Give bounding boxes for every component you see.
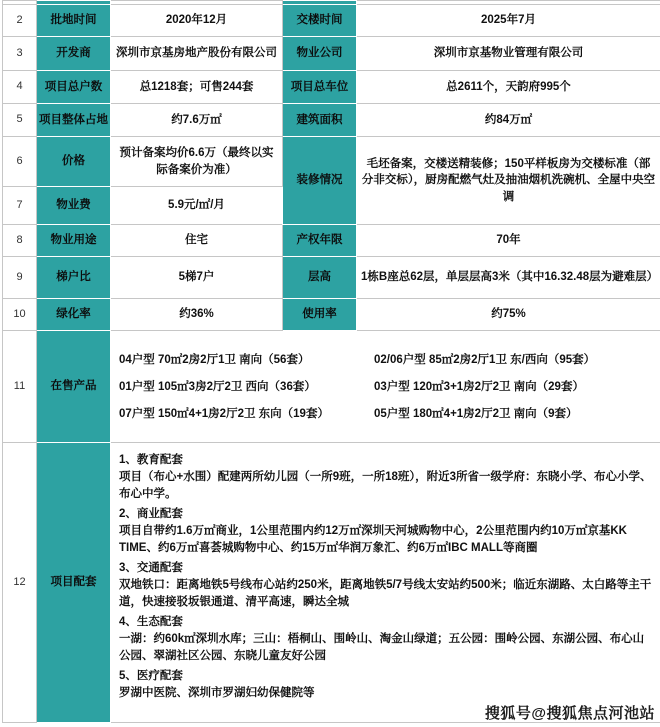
facility-section-title-commercial: 2、商业配套 bbox=[119, 508, 183, 520]
row-number: 2 bbox=[3, 5, 37, 37]
land-allocation-date-value: 2020年12月 bbox=[111, 5, 283, 37]
floor-height-label: 层高 bbox=[283, 257, 357, 299]
products-on-sale-label: 在售产品 bbox=[37, 331, 111, 443]
row-number: 7 bbox=[3, 187, 37, 225]
project-facilities-value bbox=[111, 443, 660, 723]
usage-rate-label: 使用率 bbox=[283, 299, 357, 331]
site-area-value: 约7.6万㎡ bbox=[111, 104, 283, 137]
products-on-sale-value bbox=[111, 331, 660, 443]
property-company-label: 物业公司 bbox=[283, 37, 357, 71]
price-value: 预计备案均价6.6万（最终以实际备案价为准） bbox=[111, 137, 283, 187]
table-row bbox=[3, 71, 660, 104]
decoration-label: 装修情况 bbox=[283, 137, 357, 225]
property-company-value: 深圳市京基物业管理有限公司 bbox=[357, 37, 660, 71]
table-row bbox=[3, 331, 660, 443]
price-label: 价格 bbox=[37, 137, 111, 187]
floor-area-value: 约84万㎡ bbox=[357, 104, 660, 137]
product-line bbox=[119, 377, 656, 397]
floor-height-value: 1栋B座总62层，单层层高3米（其中16.32.48层为避难层） bbox=[357, 257, 660, 299]
developer-value: 深圳市京基房地产股份有限公司 bbox=[111, 37, 283, 71]
total-units-label: 项目总户数 bbox=[37, 71, 111, 104]
row-number: 10 bbox=[3, 299, 37, 331]
facility-section-text-transport: 双地铁口：距离地铁5号线布心站约250米，距离地铁5/7号线太安站约500米；临近东湖路、太白路等主干道，快速接驳坂银通道、清平高速，瞬达全城 bbox=[119, 579, 652, 608]
row-number: 4 bbox=[3, 71, 37, 104]
product-line bbox=[119, 350, 656, 370]
tenure-value: 70年 bbox=[357, 225, 660, 257]
property-usage-value: 住宅 bbox=[111, 225, 283, 257]
elevator-ratio-label: 梯户比 bbox=[37, 257, 111, 299]
sohu-watermark: 搜狐号@搜狐焦点河池站 bbox=[484, 705, 655, 722]
facility-section-text-commercial: 项目自带约1.6万㎡商业，1公里范围内约12万㎡深圳天河城购物中心，2公里范围内约10万㎡京基KK TIME、约6万㎡喜荟城购物中心、约15万㎡华润万象汇、约6万㎡IBC MALL等商圈 bbox=[119, 525, 627, 554]
project-facilities-label: 项目配套 bbox=[37, 443, 111, 723]
property-fee-value: 5.9元/㎡/月 bbox=[111, 187, 283, 225]
table-row bbox=[3, 37, 660, 71]
table-row bbox=[3, 443, 660, 723]
product-item: 03户型 120㎡3+1房2厅2卫 南向（29套） bbox=[374, 380, 584, 393]
table-row bbox=[3, 299, 660, 331]
row-number: 12 bbox=[3, 443, 37, 723]
property-info-table bbox=[2, 0, 660, 723]
land-allocation-date-label: 批地时间 bbox=[37, 5, 111, 37]
handover-date-label: 交楼时间 bbox=[283, 5, 357, 37]
tenure-label: 产权年限 bbox=[283, 225, 357, 257]
greening-rate-value: 约36% bbox=[111, 299, 283, 331]
table-row bbox=[3, 225, 660, 257]
table-row bbox=[3, 137, 660, 187]
property-fee-label: 物业费 bbox=[37, 187, 111, 225]
facility-section-title-transport: 3、交通配套 bbox=[119, 562, 183, 574]
total-parking-value: 总2611个，天韵府995个 bbox=[357, 71, 660, 104]
table-row bbox=[3, 5, 660, 37]
row-number: 9 bbox=[3, 257, 37, 299]
property-usage-label: 物业用途 bbox=[37, 225, 111, 257]
product-item: 07户型 150㎡4+1房2厅2卫 东向（19套） bbox=[119, 407, 329, 420]
facility-section-title-education: 1、教育配套 bbox=[119, 454, 183, 466]
total-units-value: 总1218套；可售244套 bbox=[111, 71, 283, 104]
table-row bbox=[3, 104, 660, 137]
facility-section-text-education: 项目（布心+水围）配建两所幼儿园（一所9班，一所18班），附近3所省一级学府：东晓小学、布心小学、布心中学。 bbox=[119, 471, 652, 500]
row-number: 6 bbox=[3, 137, 37, 187]
row-number: 5 bbox=[3, 104, 37, 137]
product-item: 01户型 105㎡3房2厅2卫 西向（36套） bbox=[119, 380, 316, 393]
site-area-label: 项目整体占地 bbox=[37, 104, 111, 137]
floor-area-label: 建筑面积 bbox=[283, 104, 357, 137]
row-number: 8 bbox=[3, 225, 37, 257]
developer-label: 开发商 bbox=[37, 37, 111, 71]
greening-rate-label: 绿化率 bbox=[37, 299, 111, 331]
row-number: 11 bbox=[3, 331, 37, 443]
product-item: 05户型 180㎡4+1房2厅2卫 南向（9套） bbox=[374, 407, 578, 420]
facility-section-title-medical: 5、医疗配套 bbox=[119, 670, 183, 682]
elevator-ratio-value: 5梯7户 bbox=[111, 257, 283, 299]
facility-section-title-ecology: 4、生态配套 bbox=[119, 616, 183, 628]
facility-section-text-ecology: 一湖：约60k㎡深圳水库；三山：梧桐山、围岭山、淘金山绿道；五公园：围岭公园、东湖公园、布心山公园、翠湖社区公园、东晓儿童友好公园 bbox=[119, 633, 645, 662]
total-parking-label: 项目总车位 bbox=[283, 71, 357, 104]
product-line bbox=[119, 404, 656, 424]
decoration-value: 毛坯备案，交楼送精装修；150平样板房为交楼标准（部分非交标），厨房配燃气灶及抽油烟机洗碗机、全屋中央空调 bbox=[357, 137, 660, 225]
table-row bbox=[3, 257, 660, 299]
row-number: 3 bbox=[3, 37, 37, 71]
product-item: 02/06户型 85㎡2房2厅1卫 东/西向（95套） bbox=[374, 353, 596, 366]
facility-section-text-medical: 罗湖中医院、深圳市罗湖妇幼保健院等 bbox=[119, 687, 315, 699]
handover-date-value: 2025年7月 bbox=[357, 5, 660, 37]
usage-rate-value: 约75% bbox=[357, 299, 660, 331]
product-item: 04户型 70㎡2房2厅1卫 南向（56套） bbox=[119, 353, 310, 366]
